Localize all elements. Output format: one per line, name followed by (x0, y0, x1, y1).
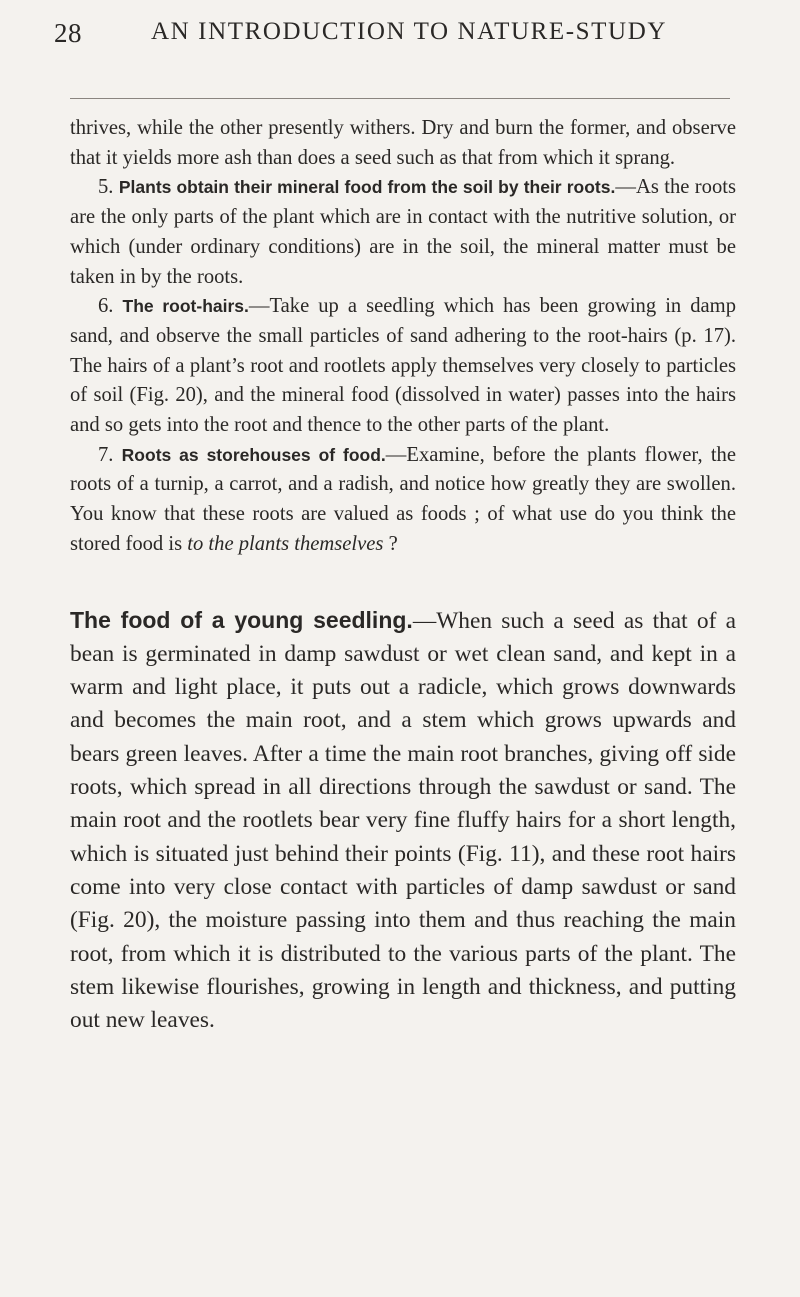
paragraph-heading: Roots as storehouses of food. (121, 444, 386, 465)
paragraph-text: —Examine, before the plants flower, the roots of a turnip, a carrot, and a radish, and notice how greatly they are swollen. You know that these roots are valued as foods ; of what use do you think the stored food is (70, 443, 736, 555)
main-text-section (70, 604, 736, 1038)
paragraph-italic-text: to the plants themselves (187, 532, 384, 555)
paragraph-heading: Plants obtain their mineral food from the soil by their roots. (118, 177, 616, 198)
page-number: 28 (54, 18, 82, 48)
paragraph-text: —Take up a seedling which has been growing in damp sand, and observe the small particles of sand adhering to the root-hairs (p. 17). The hairs of a plant’s root and rootlets apply themselves very closely to particles of soil (Fig. 20), and the mineral food (dissolved in water) passes into the hairs and so gets into the root and thence to the other parts of the plant. (70, 295, 736, 437)
paragraph-6 (70, 292, 736, 441)
paragraph-heading: The root-hairs. (122, 296, 249, 317)
page-body (70, 114, 736, 1037)
paragraph-number: 7. (98, 443, 114, 466)
running-title: AN INTRODUCTION TO NATURE-STUDY (150, 18, 668, 45)
page-header (54, 18, 744, 58)
paragraph-7 (70, 441, 736, 560)
paragraph-number: 5. (98, 176, 114, 199)
paragraph-continuation: thrives, while the other presently withers. Dry and burn the former, and observe that it yields more ash than does a seed such as that from which it sprang. (70, 117, 736, 169)
paragraph-young-seedling (70, 604, 736, 1038)
paragraph-number: 6. (98, 295, 114, 318)
header-rule (70, 98, 730, 99)
paragraph-5 (70, 173, 736, 292)
paragraph-heading: The food of a young seedling. (70, 606, 413, 633)
paragraph-text: —When such a seed as that of a bean is germinated in damp sawdust or wet clean sand, and kept in a warm and light place, it puts out a radicle, which grows downwards and becomes the main root, and a stem which grows upwards and bears green leaves. After a time the main root branches, giving off side roots, which spread in all directions through the sawdust or sand. The main root and the rootlets bear very fine fluffy hairs for a short length, which is situated just behind their points (Fig. 11), and these root hairs come into very close contact with particles of damp sawdust or sand (Fig. 20), the moisture passing into them and thus reaching the main root, from which it is distributed to the various parts of the plant. The stem likewise flourishes, growing in length and thickness, and putting out new leaves. (70, 607, 736, 1034)
paragraph-text: —As the roots are the only parts of the plant which are in contact with the nutritive solution, or which (under ordinary conditions) are in the soil, the mineral matter must be taken in by the roots. (70, 176, 736, 288)
paragraph-end-text: ? (383, 532, 398, 555)
small-print-section (70, 114, 736, 560)
